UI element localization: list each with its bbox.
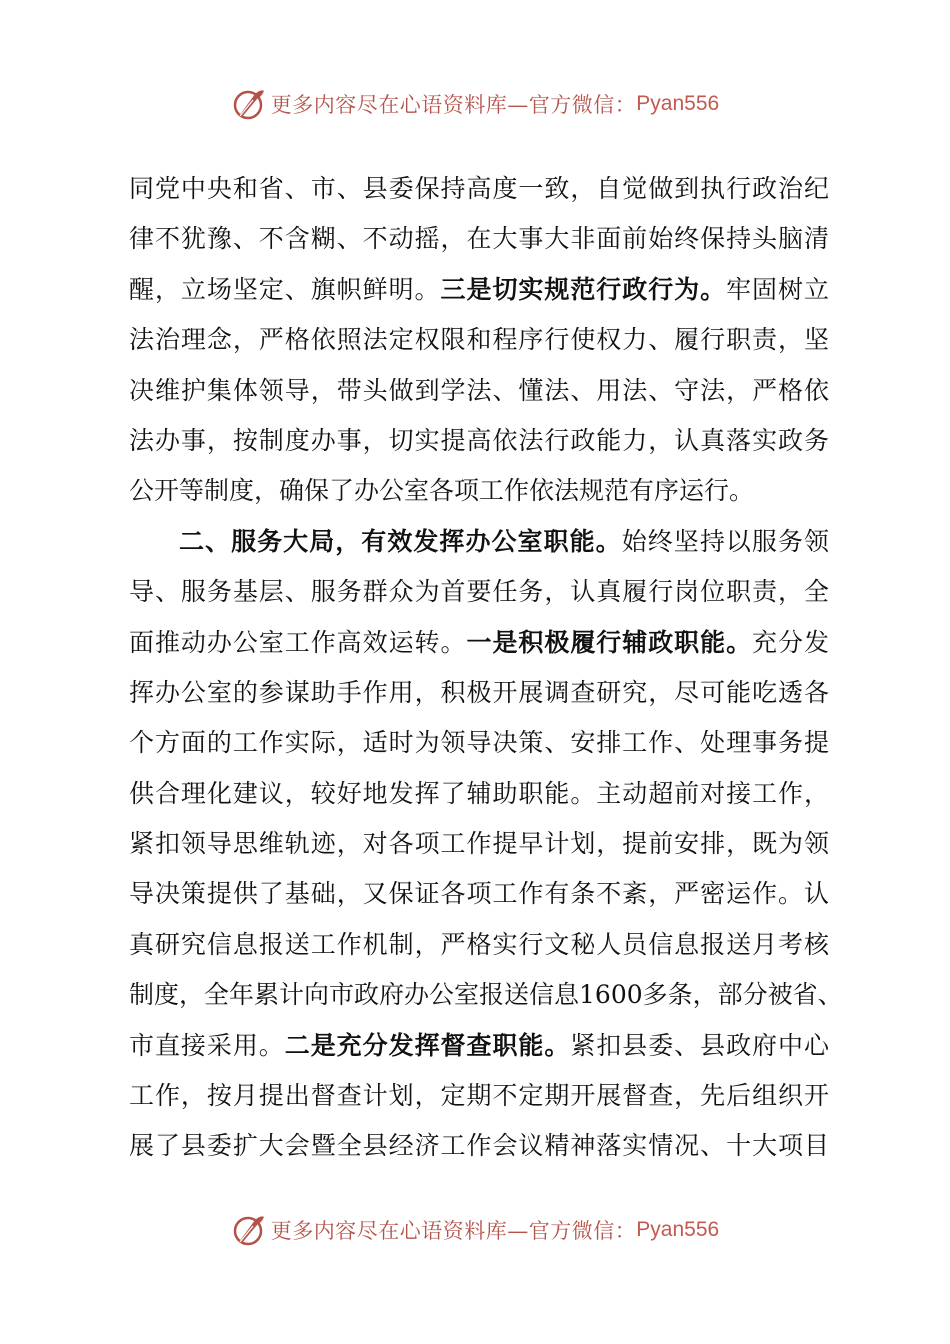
text-line: 市直接采用。二是充分发挥督查职能。紧扣县委、县政府中心 <box>129 1030 829 1060</box>
bold-heading: 一是积极履行辅政职能。 <box>466 627 753 657</box>
quill-pen-logo-icon <box>231 1212 267 1248</box>
text-line: 紧扣领导思维轨迹，对各项工作提早计划，提前安排，既为领 <box>129 829 829 859</box>
banner-text: 更多内容尽在心语资料库—官方微信： <box>270 93 637 117</box>
text-line: 工作，按月提出督查计划，定期不定期开展督查，先后组织开 <box>129 1081 829 1111</box>
banner-text: 更多内容尽在心语资料库—官方微信： <box>270 1219 637 1243</box>
wechat-id: Pyan556 <box>636 92 720 115</box>
text-line: 导决策提供了基础，又保证各项工作有条不紊，严密运作。认 <box>129 879 829 909</box>
text-line: 法治理念，严格依照法定权限和程序行使权力、履行职责，坚 <box>129 325 829 355</box>
text-line: 导、服务基层、服务群众为首要任务，认真履行岗位职责，全 <box>129 577 829 607</box>
text-line: 同党中央和省、市、县委保持高度一致，自觉做到执行政治纪 <box>129 174 829 203</box>
wechat-id: Pyan556 <box>636 1218 720 1241</box>
text-line: 二、服务大局，有效发挥办公室职能。始终坚持以服务领 <box>179 526 829 556</box>
text-line: 供合理化建议，较好地发挥了辅助职能。主动超前对接工作， <box>129 778 829 808</box>
text-line: 律不犹豫、不含糊、不动摇，在大事大非面前始终保持头脑清 <box>129 224 829 254</box>
section-heading: 二、服务大局，有效发挥办公室职能。 <box>179 526 622 556</box>
quill-pen-logo-icon <box>231 86 267 122</box>
text-line: 醒，立场坚定、旗帜鲜明。三是切实规范行政行为。牢固树立 <box>129 274 829 304</box>
text-line: 面推动办公室工作高效运转。一是积极履行辅政职能。充分发 <box>129 627 829 657</box>
text-line: 法办事，按制度办事，切实提高依法行政能力，认真落实政务 <box>129 425 829 455</box>
document-body <box>129 164 843 1172</box>
text-line: 挥办公室的参谋助手作用，积极开展调查研究，尽可能吃透各 <box>129 677 829 707</box>
bold-heading: 三是切实规范行政行为。 <box>440 274 727 304</box>
text-line: 展了县委扩大会暨全县经济工作会议精神落实情况、十大项目 <box>129 1131 829 1161</box>
header-banner <box>0 82 950 126</box>
text-line: 制度，全年累计向市政府办公室报送信息1600多条，部分被省、 <box>129 980 843 1010</box>
footer-banner <box>0 1208 950 1252</box>
text-line: 个方面的工作实际，适时为领导决策、安排工作、处理事务提 <box>129 728 829 758</box>
text-line: 决维护集体领导，带头做到学法、懂法、用法、守法，严格依 <box>129 375 829 405</box>
text-line: 公开等制度，确保了办公室各项工作依法规范有序运行。 <box>129 476 755 506</box>
bold-heading: 二是充分发挥督查职能。 <box>284 1030 571 1060</box>
text-line: 真研究信息报送工作机制，严格实行文秘人员信息报送月考核 <box>129 929 829 959</box>
